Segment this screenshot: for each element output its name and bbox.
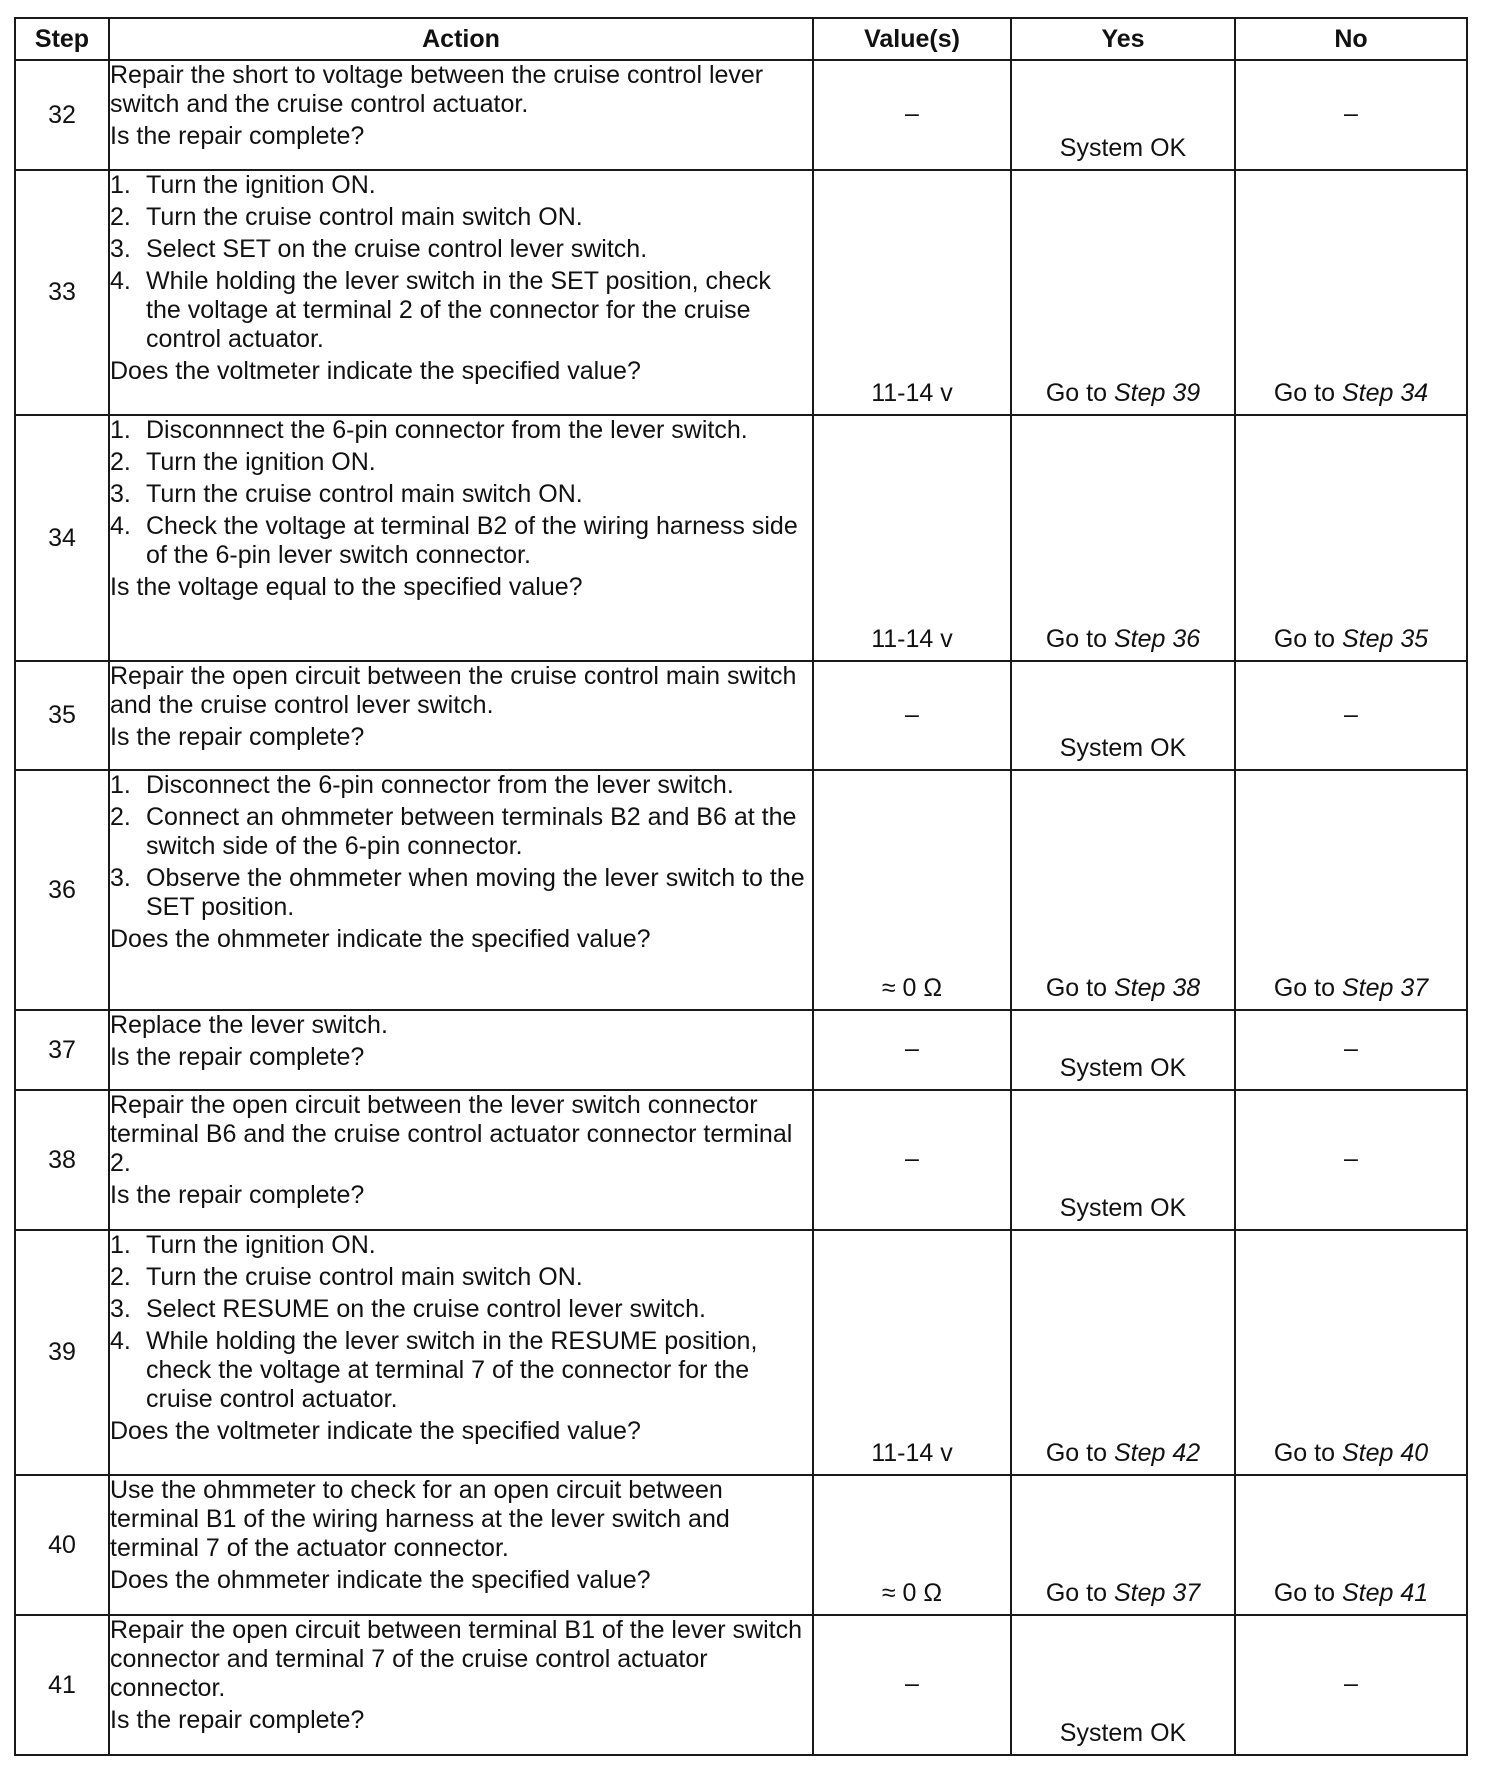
table-row <box>15 661 1467 770</box>
no-cell <box>1235 661 1467 770</box>
value-cell <box>813 1230 1011 1475</box>
action-cell <box>109 770 813 1010</box>
list-item: 4. Check the voltage at terminal B2 of the wiring harness side of the 6-pin lever switch connector. <box>110 512 798 569</box>
value-text: 11-14 v <box>871 1439 953 1467</box>
no-text: – <box>1344 99 1358 128</box>
list-item: 1. Turn the ignition ON. <box>110 1231 376 1259</box>
no-cell <box>1235 1475 1467 1615</box>
action-cell <box>109 1230 813 1475</box>
header-no: No <box>1235 18 1467 60</box>
no-cell <box>1235 1010 1467 1090</box>
yes-text: Go to Step 39 <box>1045 379 1201 407</box>
step-number: 40 <box>15 1475 109 1615</box>
header-values: Value(s) <box>813 18 1011 60</box>
header-action: Action <box>109 18 813 60</box>
value-text: – <box>905 1669 919 1698</box>
action-cell <box>109 661 813 770</box>
no-text: – <box>1344 1144 1358 1173</box>
list-item: 3. Select RESUME on the cruise control lever switch. <box>110 1295 706 1323</box>
yes-cell <box>1011 170 1235 415</box>
step-number: 34 <box>15 415 109 661</box>
list-item: 1. Turn the ignition ON. <box>110 171 376 199</box>
list-item: 4. While holding the lever switch in the SET position, check the voltage at terminal 2 of the connector for the cruise control actuator. <box>110 267 771 353</box>
yes-text: System OK <box>1059 1054 1187 1082</box>
action-cell <box>109 1475 813 1615</box>
no-text: Go to Step 41 <box>1273 1579 1429 1607</box>
table-row <box>15 1090 1467 1230</box>
no-text: Go to Step 37 <box>1273 974 1429 1002</box>
table-row <box>15 415 1467 661</box>
table-row <box>15 60 1467 170</box>
action-question: Is the repair complete? <box>110 1706 365 1734</box>
value-cell <box>813 170 1011 415</box>
step-number: 32 <box>15 60 109 170</box>
action-question: Does the ohmmeter indicate the specified value? <box>110 1566 651 1594</box>
yes-text: System OK <box>1059 1719 1187 1747</box>
value-cell <box>813 1475 1011 1615</box>
action-list <box>110 1231 812 1414</box>
value-text: – <box>905 99 919 128</box>
list-item: 2. Turn the ignition ON. <box>110 448 376 476</box>
list-item: 3. Observe the ohmmeter when moving the lever switch to the SET position. <box>110 864 805 921</box>
action-text: Use the ohmmeter to check for an open circuit between terminal B1 of the wiring harness at the lever switch and terminal 7 of the actuator connector. <box>110 1476 730 1562</box>
action-text: Repair the open circuit between the lever switch connector terminal B6 and the cruise control actuator connector terminal 2. <box>110 1091 793 1177</box>
no-text: – <box>1344 700 1358 728</box>
value-cell <box>813 1615 1011 1755</box>
header-yes: Yes <box>1011 18 1235 60</box>
action-question: Is the repair complete? <box>110 122 365 150</box>
table-row <box>15 1475 1467 1615</box>
yes-text: Go to Step 36 <box>1045 625 1201 653</box>
list-item: 4. While holding the lever switch in the RESUME position, check the voltage at terminal 7 of the connector for the cruise control actuator. <box>110 1327 758 1413</box>
diagnostic-page <box>14 17 1466 1756</box>
list-item: 3. Turn the cruise control main switch ON. <box>110 480 583 508</box>
step-number: 37 <box>15 1010 109 1090</box>
value-text: 11-14 v <box>871 379 953 407</box>
yes-text: System OK <box>1059 734 1187 762</box>
table-row <box>15 1010 1467 1090</box>
action-list <box>110 171 812 354</box>
no-cell <box>1235 1090 1467 1230</box>
yes-cell <box>1011 60 1235 170</box>
no-cell <box>1235 60 1467 170</box>
value-cell <box>813 60 1011 170</box>
yes-text: System OK <box>1059 1194 1187 1222</box>
yes-cell <box>1011 770 1235 1010</box>
yes-cell <box>1011 1230 1235 1475</box>
value-text: – <box>905 1034 919 1063</box>
no-text: Go to Step 34 <box>1273 379 1429 407</box>
step-number: 39 <box>15 1230 109 1475</box>
list-item: 2. Connect an ohmmeter between terminals B2 and B6 at the switch side of the 6-pin connector. <box>110 803 797 860</box>
action-list <box>110 416 812 570</box>
action-text: Repair the short to voltage between the cruise control lever switch and the cruise control actuator. <box>110 61 764 118</box>
no-text: Go to Step 40 <box>1273 1439 1429 1467</box>
yes-text: Go to Step 38 <box>1045 974 1201 1002</box>
table-row <box>15 170 1467 415</box>
action-cell <box>109 1615 813 1755</box>
value-text: ≈ 0 Ω <box>881 1579 943 1607</box>
value-cell <box>813 770 1011 1010</box>
yes-cell <box>1011 415 1235 661</box>
step-number: 36 <box>15 770 109 1010</box>
value-text: ≈ 0 Ω <box>881 974 943 1002</box>
action-cell <box>109 1090 813 1230</box>
action-question: Is the repair complete? <box>110 1181 365 1209</box>
action-question: Does the ohmmeter indicate the specified value? <box>110 925 651 953</box>
no-cell <box>1235 415 1467 661</box>
value-cell <box>813 415 1011 661</box>
action-cell <box>109 60 813 170</box>
list-item: 3. Select SET on the cruise control lever switch. <box>110 235 648 263</box>
action-cell <box>109 170 813 415</box>
no-text: – <box>1344 1034 1358 1063</box>
action-text: Repair the open circuit between the cruise control main switch and the cruise control lever switch. <box>110 662 797 719</box>
diagnostic-table <box>14 17 1468 1756</box>
list-item: 2. Turn the cruise control main switch ON. <box>110 203 583 231</box>
step-number: 35 <box>15 661 109 770</box>
list-item: 1. Disconnect the 6-pin connector from the lever switch. <box>110 771 734 799</box>
action-question: Is the voltage equal to the specified value? <box>110 573 583 601</box>
yes-cell <box>1011 661 1235 770</box>
value-cell <box>813 1090 1011 1230</box>
value-text: 11-14 v <box>871 625 953 653</box>
value-cell <box>813 661 1011 770</box>
no-cell <box>1235 1615 1467 1755</box>
no-text: – <box>1344 1669 1358 1698</box>
action-list <box>110 771 812 922</box>
action-question: Does the voltmeter indicate the specified value? <box>110 357 641 385</box>
header-step: Step <box>15 18 109 60</box>
header-row <box>15 18 1467 60</box>
yes-cell <box>1011 1615 1235 1755</box>
action-cell <box>109 415 813 661</box>
action-question: Does the voltmeter indicate the specified value? <box>110 1417 641 1445</box>
value-cell <box>813 1010 1011 1090</box>
no-cell <box>1235 1230 1467 1475</box>
yes-cell <box>1011 1475 1235 1615</box>
table-row <box>15 1230 1467 1475</box>
yes-cell <box>1011 1090 1235 1230</box>
action-text: Repair the open circuit between terminal B1 of the lever switch connector and terminal 7 of the cruise control actuator connector. <box>110 1616 803 1702</box>
yes-cell <box>1011 1010 1235 1090</box>
yes-text: Go to Step 37 <box>1045 1579 1201 1607</box>
table-row <box>15 1615 1467 1755</box>
action-text: Replace the lever switch. <box>110 1011 388 1039</box>
no-cell <box>1235 770 1467 1010</box>
yes-text: System OK <box>1059 134 1187 162</box>
step-number: 33 <box>15 170 109 415</box>
step-number: 41 <box>15 1615 109 1755</box>
step-number: 38 <box>15 1090 109 1230</box>
table-row <box>15 770 1467 1010</box>
action-question: Is the repair complete? <box>110 1043 365 1071</box>
no-text: Go to Step 35 <box>1273 625 1429 653</box>
value-text: – <box>905 1144 919 1173</box>
no-cell <box>1235 170 1467 415</box>
value-text: – <box>905 700 919 728</box>
action-question: Is the repair complete? <box>110 723 365 751</box>
list-item: 2. Turn the cruise control main switch ON. <box>110 1263 583 1291</box>
list-item: 1. Disconnnect the 6-pin connector from the lever switch. <box>110 416 748 444</box>
action-cell <box>109 1010 813 1090</box>
yes-text: Go to Step 42 <box>1045 1439 1201 1467</box>
